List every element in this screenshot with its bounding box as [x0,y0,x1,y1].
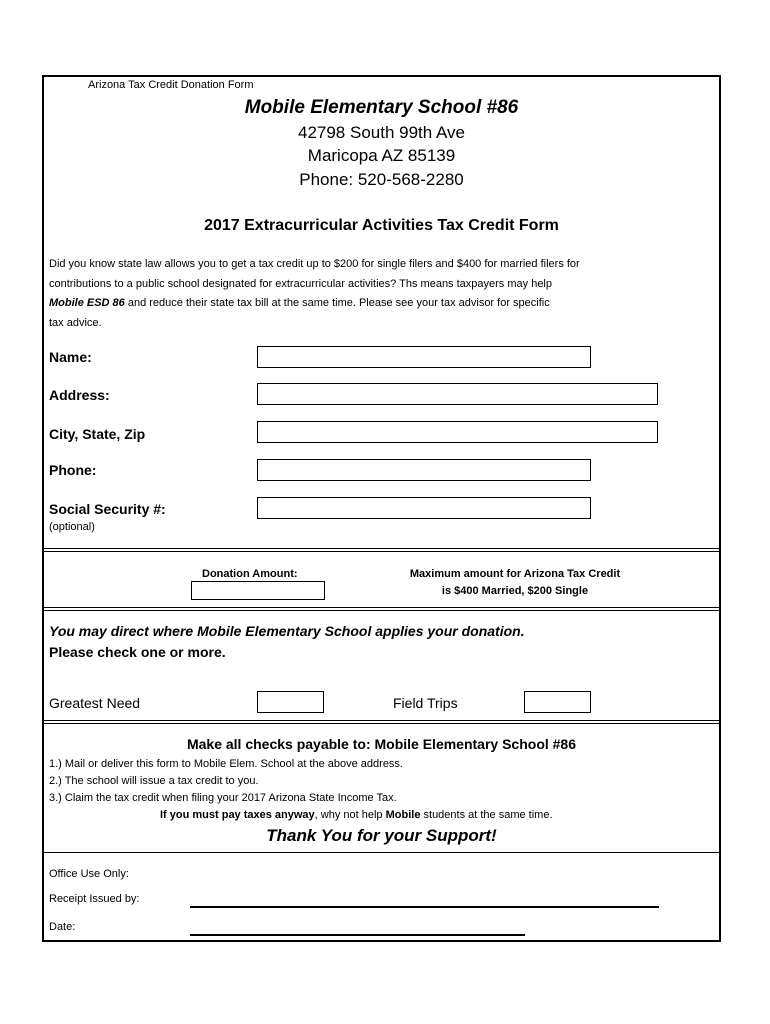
tax-credit-form [42,75,721,942]
office-use-label: Office Use Only: [49,868,129,880]
section-divider [44,852,719,853]
address-line1: 42798 South 99th Ave [297,123,465,142]
field-trips-checkbox[interactable] [524,691,591,713]
section-divider [44,607,719,611]
step-3: 3.) Claim the tax credit when filing your 2017 Arizona State Income Tax. [49,792,397,804]
step-2: 2.) The school will issue a tax credit to you. [49,775,259,787]
intro-line2: contributions to a public school designated for extracurricular activities? Ths means taxpayers may help [49,277,552,290]
receipt-signature-line [190,906,659,908]
greatest-need-checkbox[interactable] [257,691,324,713]
school-name: Mobile Elementary School #86 [244,97,519,118]
name-field[interactable] [257,346,591,368]
payable-to: Make all checks payable to: Mobile Elementary School #86 [186,736,577,752]
check-one-instruction: Please check one or more. [49,644,226,660]
pay-taxes-note-end: students at the same time. [420,809,553,821]
phone-label: Phone: [49,462,97,478]
pay-taxes-note-mid: , why not help [314,809,386,821]
intro-line1: Did you know state law allows you to get a tax credit up to $200 for single filers and $400 for married filers for [49,258,580,270]
city-state-zip-label: City, State, Zip [49,426,146,442]
name-label: Name: [49,349,92,365]
thank-you: Thank You for your Support! [266,826,497,845]
form-label: Arizona Tax Credit Donation Form [88,79,254,91]
school-phone: Phone: 520-568-2280 [299,170,464,189]
address-field[interactable] [257,383,658,405]
donation-amount-label: Donation Amount: [202,568,298,580]
step-1: 1.) Mail or deliver this form to Mobile Elem. School at the above address. [49,758,403,770]
ssn-optional-note: (optional) [49,521,95,533]
ssn-field[interactable] [257,497,591,519]
receipt-issued-label: Receipt Issued by: [49,893,140,905]
section-divider [44,720,719,724]
form-title: 2017 Extracurricular Activities Tax Credit Form [204,217,559,234]
pay-taxes-note [160,809,553,821]
address-line2: Maricopa AZ 85139 [307,146,456,165]
intro-line3-rest: and reduce their state tax bill at the same time. Please see your tax advisor for specific [124,297,550,309]
intro-district: Mobile ESD 86 [49,297,125,309]
max-credit-line1: Maximum amount for Arizona Tax Credit [409,568,621,580]
date-label: Date: [49,921,76,933]
section-divider [44,548,719,552]
ssn-label: Social Security #: [49,501,166,517]
date-line [190,934,525,936]
direct-donation-heading: You may direct where Mobile Elementary School applies your donation. [49,623,525,639]
field-trips-label: Field Trips [393,695,458,711]
pay-taxes-note-bold: If you must pay taxes anyway [160,809,315,821]
intro-line4: tax advice. [49,316,102,329]
address-label: Address: [49,387,110,403]
max-credit-line2: is $400 Married, $200 Single [441,585,589,597]
phone-field[interactable] [257,459,591,481]
city-state-zip-field[interactable] [257,421,658,443]
greatest-need-label: Greatest Need [49,695,141,711]
donation-amount-field[interactable] [191,581,325,600]
intro-text [49,255,714,333]
pay-taxes-note-school: Mobile [385,809,421,821]
intro-line3 [49,294,714,314]
